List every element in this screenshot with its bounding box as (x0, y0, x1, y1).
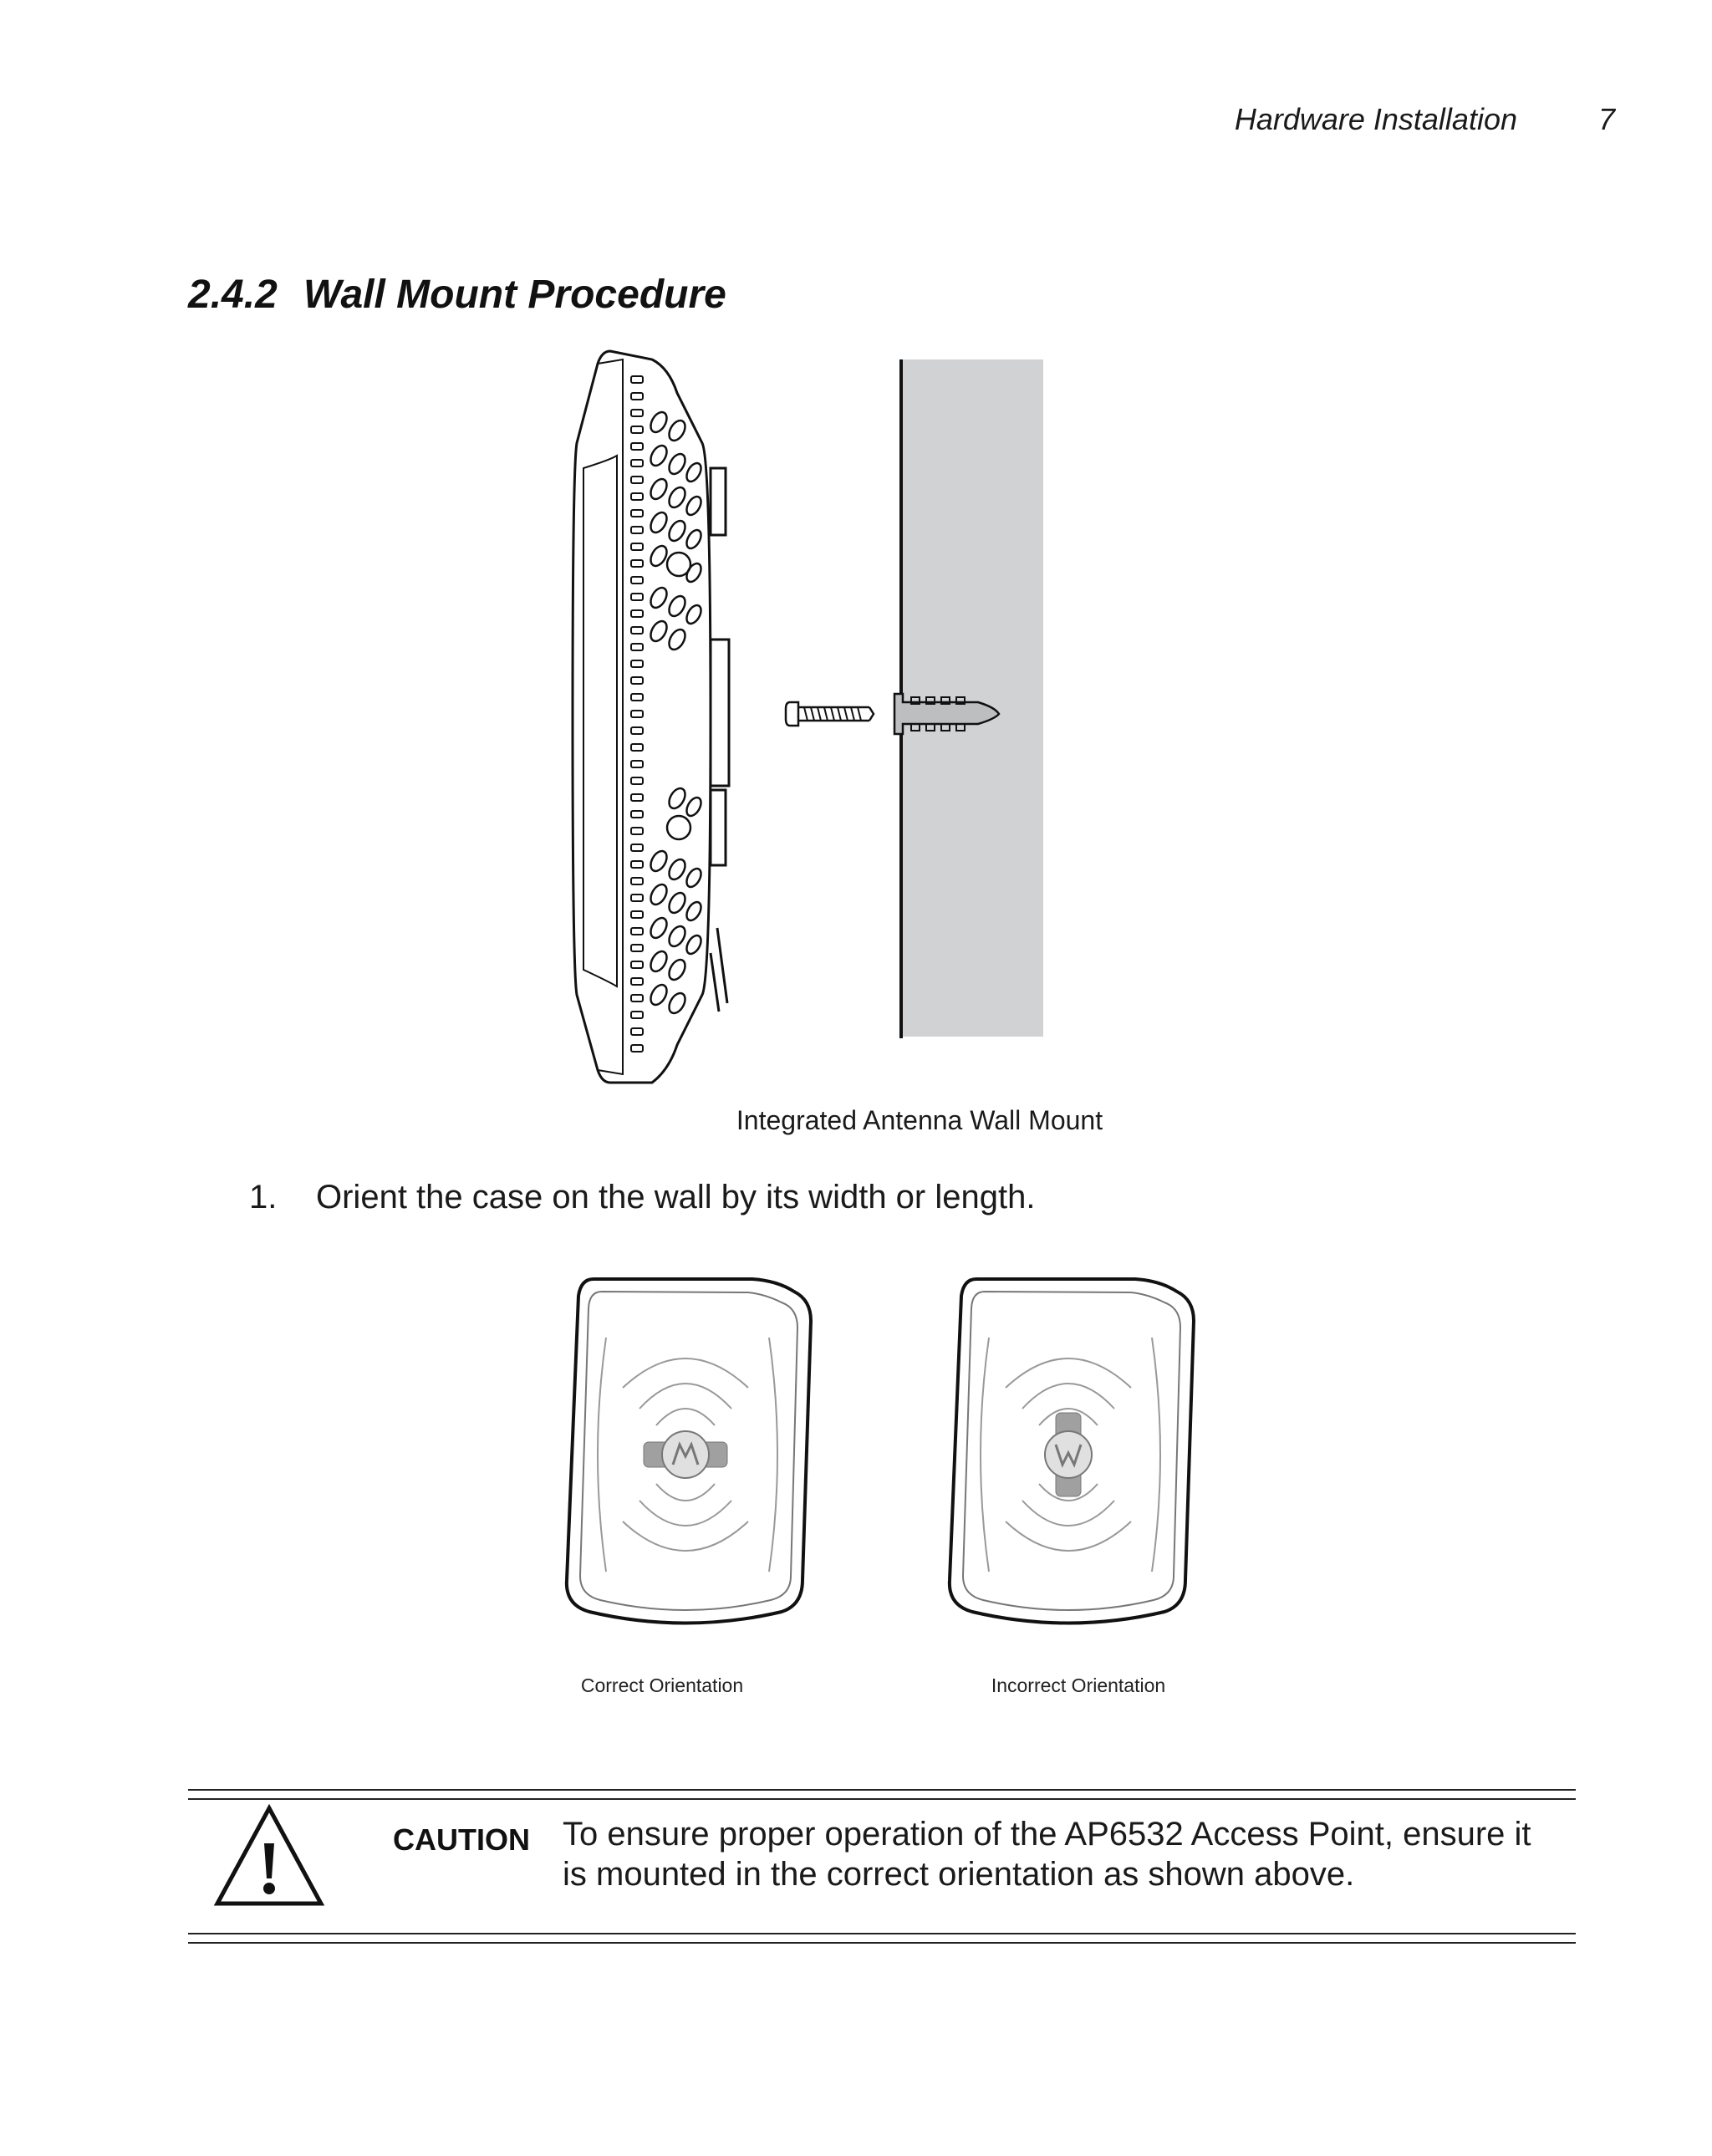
section-title: Wall Mount Procedure (303, 273, 726, 317)
header-title: Hardware Installation (1234, 102, 1517, 136)
incorrect-orientation-illustration (943, 1262, 1202, 1639)
figure-caption-wall-mount: Integrated Antenna Wall Mount (736, 1105, 1103, 1135)
warning-icon (211, 1802, 328, 1910)
wall-section (901, 359, 1043, 1037)
caution-bottom-rule-inner (188, 1942, 1576, 1944)
caution-label: CAUTION (393, 1822, 530, 1857)
caution-top-rule (188, 1789, 1576, 1791)
step-item (249, 1179, 1035, 1216)
running-header (1234, 102, 1622, 144)
section-number: 2.4.2 (188, 273, 278, 317)
correct-orientation-caption: Correct Orientation (580, 1674, 744, 1696)
wall-mount-illustration (552, 343, 1070, 1095)
incorrect-orientation-caption: Incorrect Orientation (991, 1674, 1166, 1696)
step-number: 1. (249, 1179, 278, 1216)
caution-text: To ensure proper operation of the AP6532 Access Point, ensure it is mounted in the correct orientation as shown above. (563, 1816, 1531, 1893)
vent-slots (631, 376, 643, 1052)
caution-bottom-rule (188, 1933, 1576, 1934)
section-heading (188, 272, 726, 318)
vent-ovals (648, 410, 704, 1017)
page-number: 7 (1597, 102, 1615, 136)
correct-orientation-illustration (560, 1262, 819, 1639)
step-text: Orient the case on the wall by its width or length. (316, 1179, 1036, 1216)
caution-top-rule-inner (188, 1798, 1576, 1800)
screw-icon (786, 702, 874, 726)
